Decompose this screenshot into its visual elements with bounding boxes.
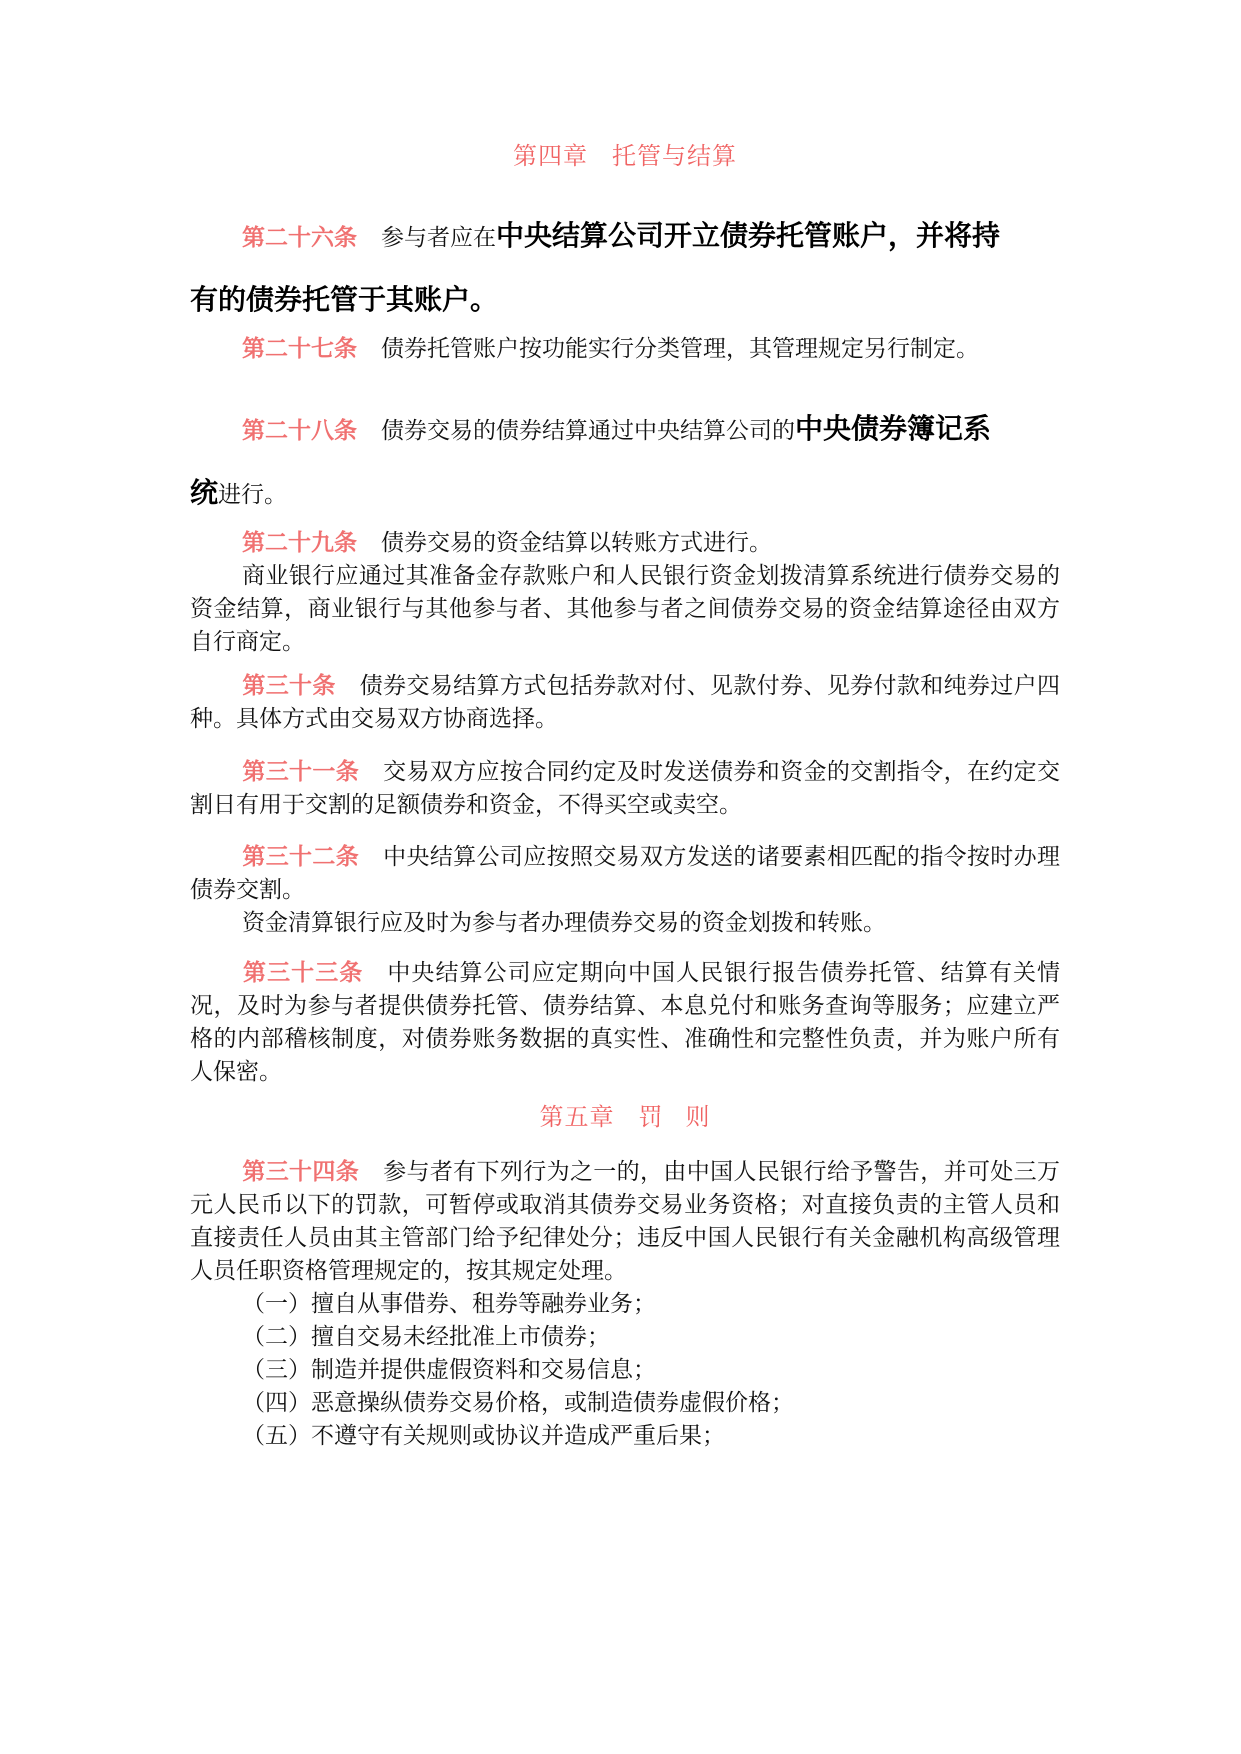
article-26-text: 参与者应在 <box>381 225 496 251</box>
article-32-label: 第三十二条 <box>242 844 360 870</box>
article-32 <box>190 841 1060 940</box>
article-29-para-2: 商业银行应通过其准备金存款账户和人民银行资金划拨清算系统进行债券交易的资金结算，商业银行与其他参与者、其他参与者之间债券交易的资金结算途径由双方自行商定。 <box>190 563 1060 655</box>
article-34-item-4: （四）恶意操纵债券交易价格，或制造债券虚假价格； <box>242 1390 794 1416</box>
article-34 <box>190 1156 1060 1288</box>
article-26-bold-2: 有的债券托管于其账户。 <box>190 283 499 316</box>
article-28-text-end: 进行。 <box>218 482 288 508</box>
article-28-bold-1: 中央债券簿记系 <box>795 412 992 445</box>
article-31-text: 交易双方应按合同约定及时发送债券和资金的交割指令，在约定交割日有用于交割的足额债券和资金，不得买空或卖空。 <box>190 759 1061 818</box>
article-28-label: 第二十八条 <box>242 418 357 444</box>
article-30-text: 债券交易结算方式包括券款对付、见款付券、见券付款和纯券过户四种。具体方式由交易双方协商选择。 <box>190 673 1061 732</box>
chapter-5-title-1: 罚 <box>638 1103 664 1131</box>
article-31 <box>190 756 1060 822</box>
chapter-4-heading <box>190 136 1060 171</box>
article-29 <box>190 527 1060 659</box>
article-32-text: 中央结算公司应按照交易双方发送的诸要素相匹配的指令按时办理债券交割。 <box>190 844 1061 903</box>
article-27 <box>190 333 1060 366</box>
chapter-5-title-2: 则 <box>685 1103 711 1131</box>
article-26-bold-1: 中央结算公司开立债券托管账户，并将持 <box>496 219 1001 252</box>
chapter-4-title: 托管与结算 <box>612 142 737 170</box>
chapter-5-heading <box>190 1097 1060 1132</box>
article-34-item-5: （五）不遵守有关规则或协议并造成严重后果； <box>242 1423 725 1449</box>
chapter-4-label: 第四章 <box>513 142 588 170</box>
article-34-item-2: （二）擅自交易未经批准上市债券； <box>242 1324 610 1350</box>
article-29-label: 第二十九条 <box>242 530 357 556</box>
article-29-text: 债券交易的资金结算以转账方式进行。 <box>381 530 772 556</box>
article-34-label: 第三十四条 <box>242 1159 360 1185</box>
article-34-text: 参与者有下列行为之一的，由中国人民银行给予警告，并可处三万元人民币以下的罚款，可暂停或取消其债券交易业务资格；对直接负责的主管人员和直接责任人员由其主管部门给予纪律处分；违反中国人民银行有关金融机构高级管理人员任职资格管理规定的，按其规定处理。 <box>190 1159 1061 1284</box>
article-28 <box>190 398 1060 526</box>
article-33 <box>190 957 1060 1089</box>
article-30-label: 第三十条 <box>242 673 336 699</box>
article-26 <box>190 205 1060 333</box>
article-34-item-3: （三）制造并提供虚假资料和交易信息； <box>242 1357 656 1383</box>
article-27-label: 第二十七条 <box>242 336 357 362</box>
article-26-label: 第二十六条 <box>242 225 357 251</box>
article-28-bold-2: 统 <box>190 476 219 509</box>
article-31-label: 第三十一条 <box>242 759 360 785</box>
chapter-5-label: 第五章 <box>539 1103 615 1131</box>
article-32-para-2: 资金清算银行应及时为参与者办理债券交易的资金划拨和转账。 <box>242 910 886 936</box>
article-33-text: 中央结算公司应定期向中国人民银行报告债券托管、结算有关情况，及时为参与者提供债券托管、债券结算、本息兑付和账务查询等服务；应建立严格的内部稽核制度，对债券账务数据的真实性、准确性和完整性负责，并为账户所有人保密。 <box>190 960 1061 1085</box>
article-33-label: 第三十三条 <box>242 960 364 986</box>
article-28-text: 债券交易的债券结算通过中央结算公司的 <box>381 418 795 444</box>
article-34-item-1: （一）擅自从事借券、租券等融券业务； <box>242 1291 656 1317</box>
article-27-text: 债券托管账户按功能实行分类管理，其管理规定另行制定。 <box>381 336 979 362</box>
article-30 <box>190 670 1060 736</box>
